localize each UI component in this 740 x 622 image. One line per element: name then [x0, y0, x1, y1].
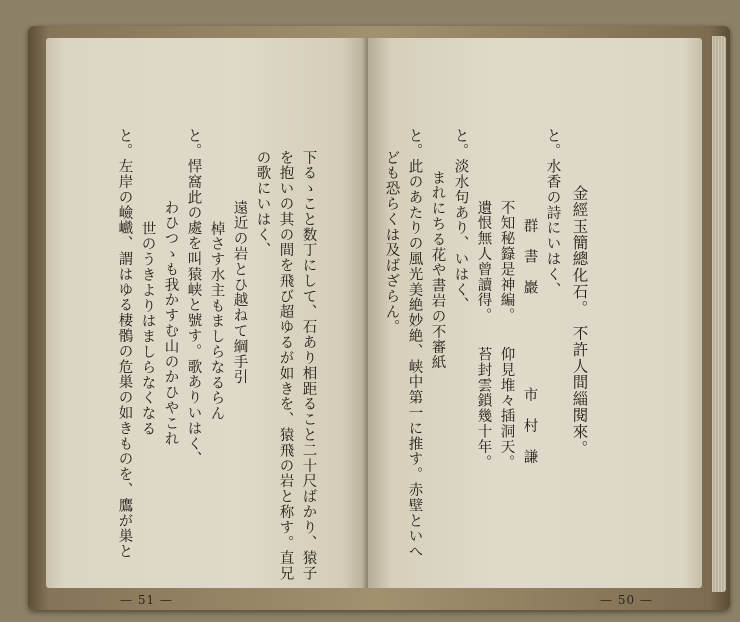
right-page: [368, 38, 702, 607]
right-column-8: と。水香の詩にいはく、: [544, 128, 561, 298]
right-column-9: 金經玉簡總化石。 不許人間緇閱來。: [570, 185, 589, 457]
right-column-4: と。淡水句あり、いはく、: [452, 128, 469, 313]
right-column-6: 不知秘籙是神編。 仰見堆々插洞天。: [498, 200, 515, 470]
left-column-1: 下るゝこと数丁にして、石あり相距ること二十尺ばかり、猿子: [300, 150, 317, 582]
left-column-4: 遠近の岩とひ越ねて綱手引: [231, 200, 248, 385]
left-column-5: 棹さす水主もましらなるらん: [208, 221, 225, 422]
page-number-51: — 51 —: [120, 593, 173, 607]
right-column-2: と。此のあたりの風光美絶妙絶、峡中第一に推す。赤壁といへ: [406, 128, 423, 560]
page-number-50: — 50 —: [600, 593, 653, 607]
left-page: [46, 38, 368, 607]
left-column-3: の歌にいはく、: [254, 150, 271, 258]
page-edges: [712, 36, 726, 592]
left-column-9: と。左岸の嶮巇、謂はゆる棲鶻の危巣の如きものを、鷹が巣と: [116, 128, 133, 560]
left-column-8: 世のうきよりはましらなくなる: [139, 221, 156, 437]
left-column-7: わひつゝも我かすむ山のかひやこれ: [162, 200, 179, 447]
left-column-2: を抱いの其の間を飛び超ゆるが如きを、猿飛の岩と称す。直兄: [277, 150, 294, 582]
right-column-7: 群 書 巖 市 村 謙: [521, 218, 538, 465]
right-column-1: ども恐らくは及ばざらん。: [383, 150, 400, 335]
right-column-5: 遺恨無人曾讀得。 苔封雲鎖幾十年。: [475, 200, 492, 470]
left-column-6: と。悍窩此の處を叫猿峡と號す。歌ありいはく、: [185, 128, 202, 467]
right-column-3: まれにちる花や書岩の不審紙: [429, 170, 446, 371]
